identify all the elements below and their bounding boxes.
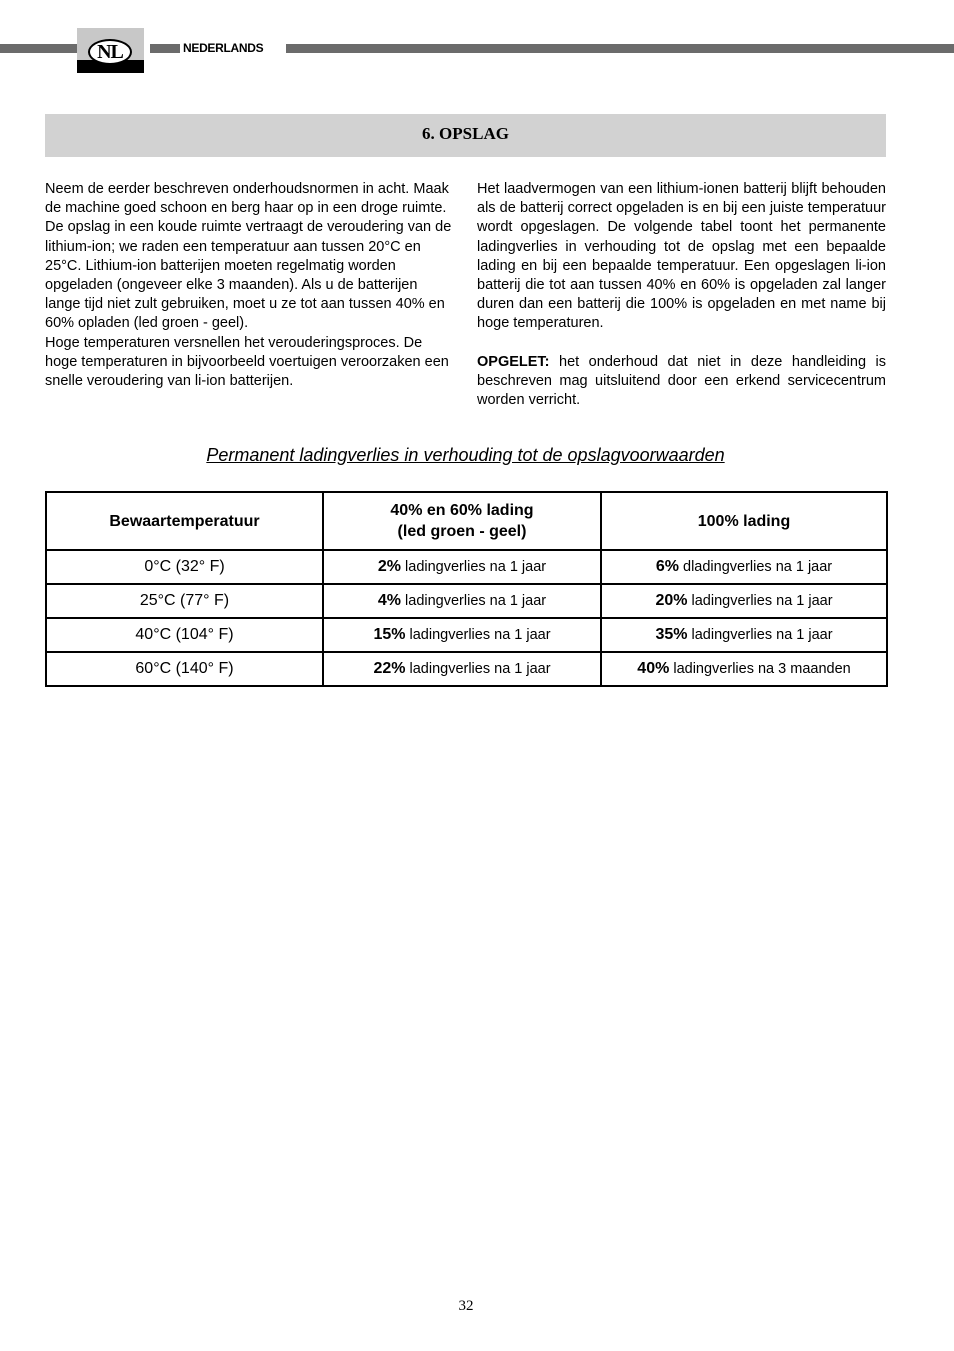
header-partial-charge [323, 492, 601, 550]
temperature-cell: 40°C (104° F) [46, 618, 323, 652]
loss-percent: 35% [655, 626, 688, 643]
loss-percent: 2% [377, 558, 402, 575]
temperature-cell: 0°C (32° F) [46, 550, 323, 584]
loss-text: ladingverlies na 1 jaar [401, 559, 547, 575]
full-loss-cell [601, 618, 887, 652]
right-paragraph-1: Het laadvermogen van een lithium-ionen batterij blijft behouden als de batterij correct opgeladen is en bij een juiste temperatuur wordt opgeslagen. De volgende tabel toont het permanente ladingverlies in verhouding tot de opslag met een bepaalde lading en bij een bepaalde temperatuur. Een opgeslagen li-ion batterij die tot aan tussen 40% en 60% is opgeladen zal langer duren dan een batterij die 100% is opgeladen en met name bij hoge temperaturen. [477, 181, 886, 332]
loss-percent: 6% [655, 558, 679, 575]
warning-text: het onderhoud dat niet in deze handleiding is beschreven mag uitsluitend door een erkend servicecentrum worden verricht. [477, 353, 886, 409]
partial-loss-cell [323, 652, 601, 686]
table-row [46, 652, 887, 686]
storage-loss-table [45, 491, 888, 687]
table-header-row [46, 492, 887, 550]
full-loss-cell [601, 652, 887, 686]
left-column [45, 180, 454, 391]
header-rule-mid [150, 44, 180, 53]
table-caption: Permanent ladingverlies in verhouding tot de opslagvoorwaarden [206, 445, 725, 465]
header-partial-line2: (led groen - geel) [397, 523, 527, 540]
temperature-cell: 60°C (140° F) [46, 652, 323, 686]
warning-paragraph [477, 353, 886, 411]
partial-loss-cell [323, 550, 601, 584]
full-loss-cell [601, 550, 887, 584]
loss-percent: 15% [373, 626, 406, 643]
loss-percent: 22% [373, 660, 406, 677]
section-title: 6. OPSLAG [45, 114, 886, 157]
loss-percent: 20% [655, 592, 688, 609]
header-full-charge: 100% lading [601, 492, 887, 550]
language-label: NEDERLANDS [183, 41, 264, 55]
loss-percent: 40% [637, 660, 670, 677]
left-paragraph-1: Neem de eerder beschreven onderhoudsnormen in acht. Maak de machine goed schoon en berg haar op in een droge ruimte. [45, 181, 449, 217]
language-badge [77, 28, 144, 73]
loss-text: ladingverlies na 1 jaar [405, 627, 551, 643]
loss-text: ladingverlies na 1 jaar [687, 593, 833, 609]
warning-label: OPGELET: [477, 353, 550, 370]
table-row [46, 618, 887, 652]
loss-text: ladingverlies na 1 jaar [405, 661, 551, 677]
header-rule-right [286, 44, 954, 53]
paragraph-gap [477, 334, 886, 353]
loss-text: ladingverlies na 3 maanden [669, 661, 851, 677]
right-column [477, 180, 886, 410]
header-temperature: Bewaartemperatuur [46, 492, 323, 550]
loss-percent: 4% [377, 592, 402, 609]
partial-loss-cell [323, 584, 601, 618]
header-rule-left [0, 44, 77, 53]
page-number: 32 [458, 1298, 474, 1314]
table-row [46, 584, 887, 618]
loss-text: dladingverlies na 1 jaar [678, 559, 833, 575]
table-row [46, 550, 887, 584]
temperature-cell: 25°C (77° F) [46, 584, 323, 618]
loss-text: ladingverlies na 1 jaar [687, 627, 833, 643]
loss-text: ladingverlies na 1 jaar [401, 593, 547, 609]
left-paragraph-2: De opslag in een koude ruimte vertraagt de veroudering van de lithium-ion; we raden een temperatuur aan tussen 20°C en 25°C. Lithium-ion batterijen moeten regelmatig worden opgeladen (ongeveer elke 3 maanden). Als u de batterijen lange tijd niet zult gebruiken, moet u ze tot aan tussen 40% en 60% opladen (led groen - geel). [45, 219, 452, 332]
left-paragraph-3: Hoge temperaturen versnellen het verouderingsproces. De hoge temperaturen in bijvoorbeeld voertuigen veroorzaken een snelle veroudering van li-ion batterijen. [45, 334, 449, 390]
badge-label: NL [88, 39, 132, 65]
partial-loss-cell [323, 618, 601, 652]
full-loss-cell [601, 584, 887, 618]
header-partial-line1: 40% en 60% lading [390, 502, 534, 519]
